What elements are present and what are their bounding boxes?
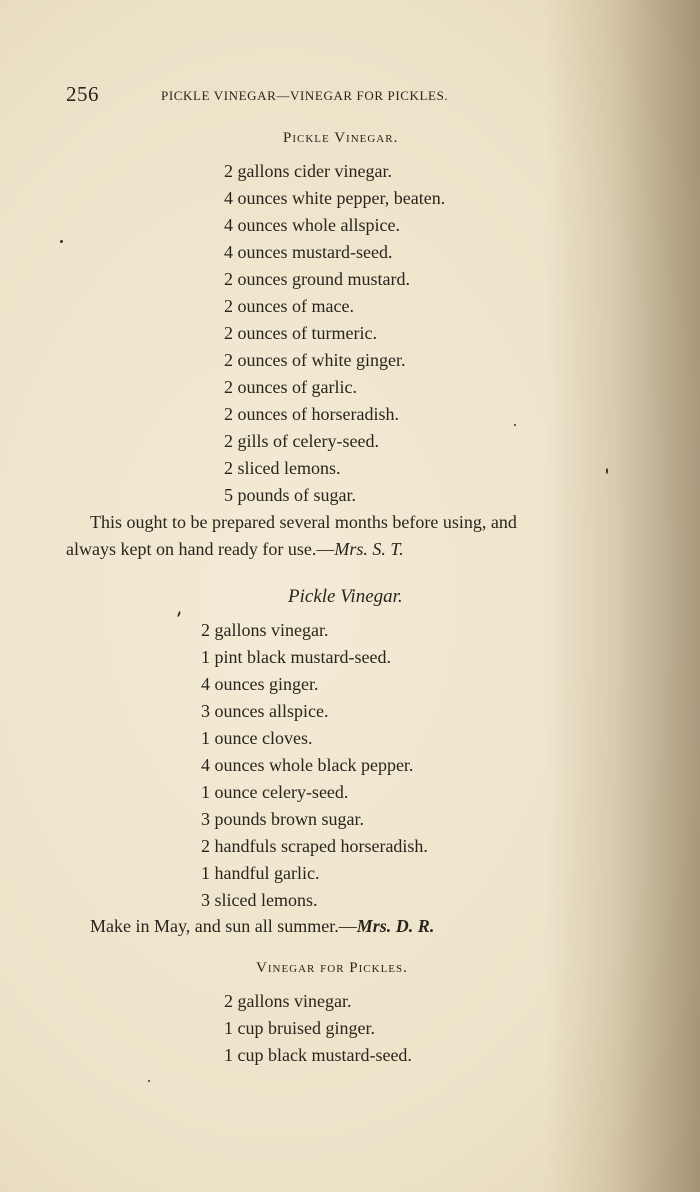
ingredient-item: 5 pounds of sugar. [224,485,356,505]
ink-speck [606,468,608,474]
ingredient-item: 1 cup black mustard-seed. [224,1045,412,1065]
ingredient-item: 2 gills of celery-seed. [224,431,379,451]
recipe-3-title: Vinegar for Pickles. [256,960,408,976]
ingredient-item: 2 sliced lemons. [224,458,341,478]
ingredient-item: 3 pounds brown sugar. [201,809,364,829]
recipe-1-note-line-1: This ought to be prepared several months before using, and [90,512,517,532]
recipe-2-attribution: Mrs. D. R. [356,916,435,936]
ingredient-item: 3 sliced lemons. [201,890,318,910]
ingredient-item: 4 ounces mustard-seed. [224,242,393,262]
recipe-1-note-line-2 [66,536,404,562]
ink-speck [148,1080,150,1082]
page-number: 256 [66,82,99,106]
ingredient-item: 2 gallons vinegar. [224,991,352,1011]
recipe-1-attribution: Mrs. S. T. [334,539,404,559]
ingredient-item: 1 handful garlic. [201,863,320,883]
ingredient-item: 4 ounces white pepper, beaten. [224,188,446,208]
ingredient-item: 1 ounce celery-seed. [201,782,349,802]
ink-speck [514,424,516,426]
recipe-2-ingredients [201,617,428,914]
ingredient-item: 4 ounces ginger. [201,674,319,694]
recipe-1-title: Pickle Vinegar. [283,130,399,146]
ingredient-item: 2 ounces of garlic. [224,377,357,397]
ingredient-item: 1 pint black mustard-seed. [201,647,391,667]
ingredient-item: 2 gallons cider vinegar. [224,161,392,181]
page-header [66,82,586,110]
ingredient-item: 3 ounces allspice. [201,701,329,721]
ingredient-item: 2 ounces of white ginger. [224,350,406,370]
ingredient-item: 2 ounces of mace. [224,296,354,316]
recipe-3-ingredients [224,988,412,1069]
recipe-2-note-text: Make in May, and sun all summer.— [90,916,357,936]
ingredient-item: 2 ounces of horseradish. [224,404,399,424]
recipe-1-ingredients [224,158,445,509]
recipe-2-note [90,913,434,939]
ink-speck [60,240,63,243]
running-head: PICKLE VINEGAR—VINEGAR FOR PICKLES. [161,88,449,103]
ingredient-item: 2 handfuls scraped horseradish. [201,836,428,856]
ingredient-item: 2 ounces of turmeric. [224,323,377,343]
recipe-2-title: Pickle Vinegar. [288,586,403,607]
ingredient-item: 2 gallons vinegar. [201,620,329,640]
ingredient-item: 4 ounces whole allspice. [224,215,400,235]
ink-speck [177,611,181,617]
ingredient-item: 1 cup bruised ginger. [224,1018,375,1038]
ingredient-item: 2 ounces ground mustard. [224,269,410,289]
recipe-1-note-text: always kept on hand ready for use.— [66,539,335,559]
ingredient-item: 1 ounce cloves. [201,728,313,748]
ingredient-item: 4 ounces whole black pepper. [201,755,414,775]
